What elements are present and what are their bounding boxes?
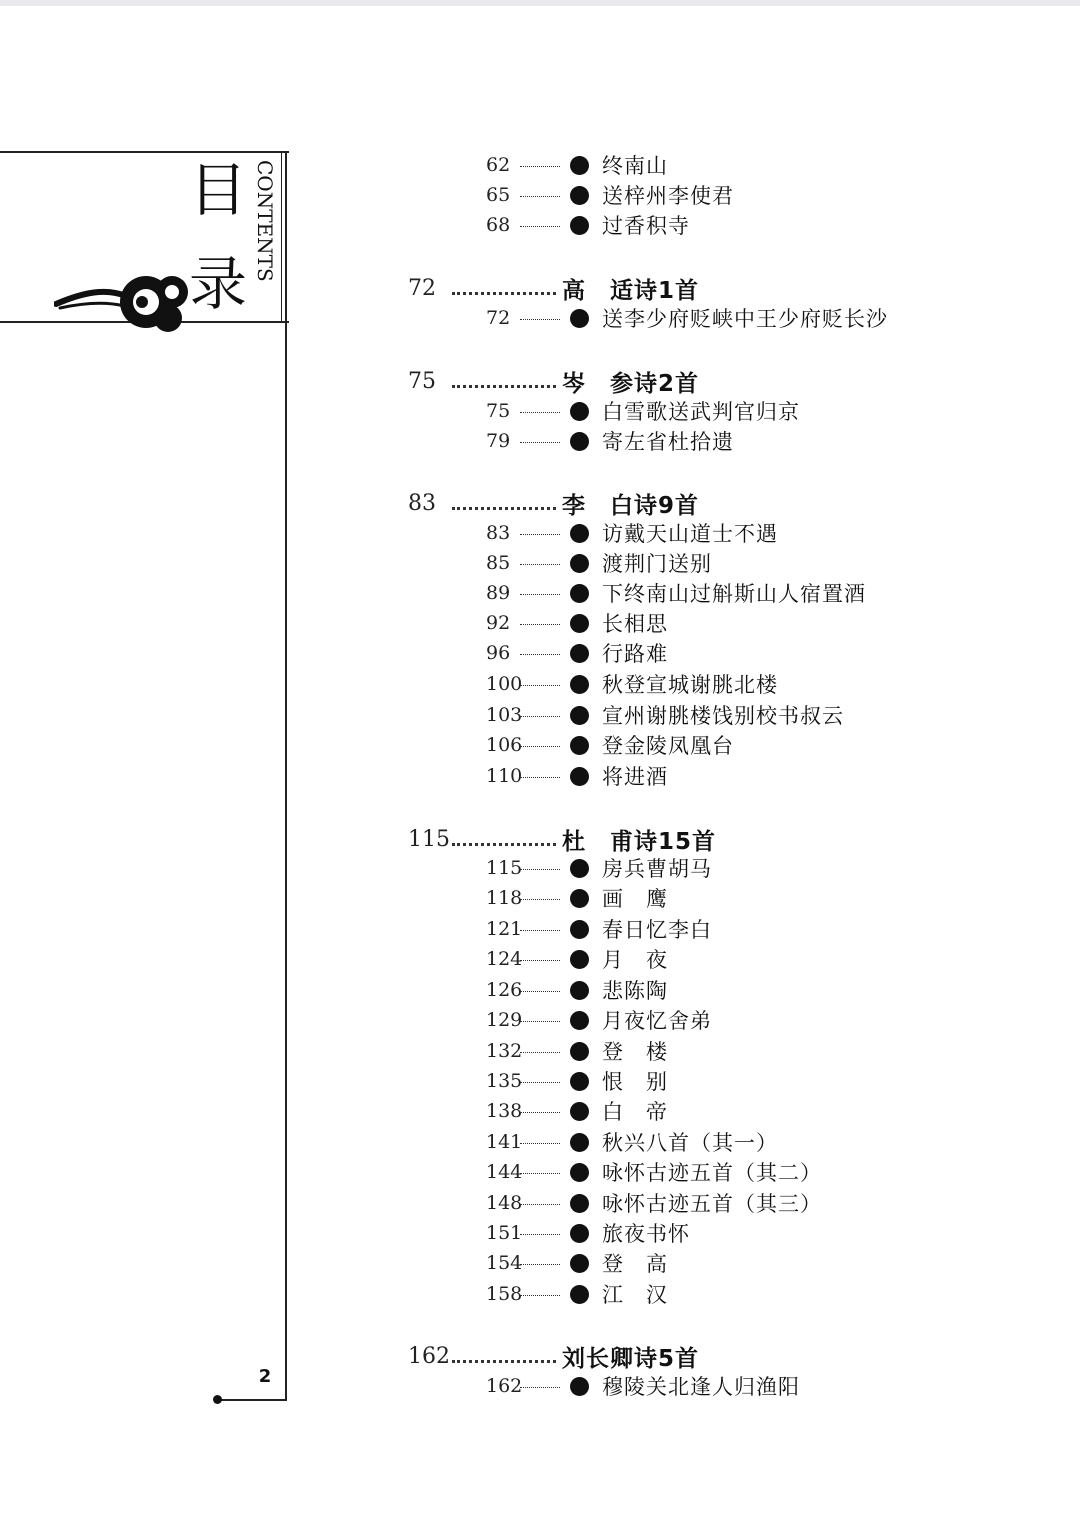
filled-circle-icon: [570, 889, 589, 908]
poem-title: 白 帝: [602, 1100, 668, 1124]
dot-leader: [520, 1264, 560, 1265]
poem-page-number: 144: [486, 1161, 523, 1183]
dot-leader: [520, 930, 560, 931]
poem-page-number: 103: [486, 704, 523, 726]
toc-poem-entry[interactable]: [486, 1188, 822, 1218]
dot-leader: [452, 385, 556, 388]
dot-leader: [520, 991, 560, 992]
dot-leader: [520, 1082, 560, 1083]
filled-circle-icon: [570, 950, 589, 969]
poem-page-number: 110: [486, 765, 523, 787]
section-page-number: 83: [408, 490, 436, 516]
toc-poem-entry[interactable]: [486, 180, 734, 210]
poem-title: 秋兴八首（其一）: [602, 1131, 778, 1155]
filled-circle-icon: [570, 706, 589, 725]
toc-poem-entry[interactable]: [486, 1096, 668, 1126]
poem-title: 下终南山过斛斯山人宿置酒: [602, 582, 866, 606]
dot-leader: [520, 1234, 560, 1235]
toc-poem-entry[interactable]: [486, 853, 712, 883]
filled-circle-icon: [570, 981, 589, 1000]
dot-leader: [520, 319, 560, 320]
top-edge-bar: [0, 0, 1080, 6]
toc-poem-entry[interactable]: [486, 1248, 668, 1278]
filled-circle-icon: [570, 675, 589, 694]
poem-title: 江 汉: [602, 1283, 668, 1307]
toc-poem-entry[interactable]: [486, 944, 668, 974]
dot-leader: [452, 1360, 556, 1363]
filled-circle-icon: [570, 1102, 589, 1121]
toc-poem-entry[interactable]: [486, 1157, 822, 1187]
section-title: 刘长卿诗5首: [562, 1345, 700, 1372]
toc-poem-entry[interactable]: [486, 761, 668, 791]
dot-leader: [520, 1052, 560, 1053]
poem-page-number: 158: [486, 1283, 523, 1305]
filled-circle-icon: [570, 402, 589, 421]
filled-circle-icon: [570, 156, 589, 175]
filled-circle-icon: [570, 554, 589, 573]
poem-page-number: 89: [486, 582, 511, 604]
section-title: 李 白诗9首: [562, 492, 700, 519]
poem-title: 月 夜: [602, 948, 668, 972]
poem-page-number: 79: [486, 430, 511, 452]
poem-page-number: 138: [486, 1100, 523, 1122]
toc-poem-entry[interactable]: [486, 730, 734, 760]
poem-page-number: 96: [486, 642, 511, 664]
filled-circle-icon: [570, 432, 589, 451]
toc-poem-entry[interactable]: [486, 396, 800, 426]
dot-leader: [520, 1021, 560, 1022]
poem-title: 春日忆李白: [602, 918, 712, 942]
poem-title: 访戴天山道士不遇: [602, 522, 778, 546]
dot-leader: [520, 1295, 560, 1296]
poem-title: 登 楼: [602, 1040, 668, 1064]
toc-section-entry[interactable]: [408, 488, 699, 518]
poem-page-number: 148: [486, 1192, 523, 1214]
toc-poem-entry[interactable]: [486, 426, 734, 456]
filled-circle-icon: [570, 1011, 589, 1030]
poem-title: 咏怀古迹五首（其三）: [602, 1192, 822, 1216]
poem-title: 画 鹰: [602, 887, 668, 911]
poem-page-number: 65: [486, 184, 511, 206]
dot-leader: [520, 1173, 560, 1174]
toc-poem-entry[interactable]: [486, 1279, 668, 1309]
toc-section-entry[interactable]: [408, 366, 699, 396]
poem-page-number: 92: [486, 612, 511, 634]
toc-poem-entry[interactable]: [486, 669, 778, 699]
dot-leader: [520, 960, 560, 961]
section-page-number: 115: [408, 826, 450, 852]
toc-poem-entry[interactable]: [486, 1036, 668, 1066]
dot-leader: [520, 1112, 560, 1113]
toc-poem-entry[interactable]: [486, 548, 712, 578]
section-title: 杜 甫诗15首: [562, 828, 717, 855]
poem-title: 旅夜书怀: [602, 1222, 690, 1246]
poem-title: 白雪歌送武判官归京: [602, 400, 800, 424]
poem-title: 悲陈陶: [602, 979, 668, 1003]
section-title: 高 适诗1首: [562, 277, 700, 304]
poem-page-number: 126: [486, 979, 523, 1001]
poem-page-number: 75: [486, 400, 511, 422]
poem-page-number: 62: [486, 154, 511, 176]
poem-title: 宣州谢朓楼饯别校书叔云: [602, 704, 844, 728]
frame-top-rule: [0, 151, 289, 153]
filled-circle-icon: [570, 1224, 589, 1243]
toc-poem-entry[interactable]: [486, 150, 668, 180]
poem-title: 穆陵关北逢人归渔阳: [602, 1375, 800, 1399]
dot-leader: [520, 685, 560, 686]
dot-leader: [520, 196, 560, 197]
dot-leader: [520, 1204, 560, 1205]
poem-title: 过香积寺: [602, 214, 690, 238]
poem-page-number: 100: [486, 673, 523, 695]
poem-title: 将进酒: [602, 765, 668, 789]
toc-poem-entry[interactable]: [486, 303, 888, 333]
toc-poem-entry[interactable]: [486, 1005, 712, 1035]
poem-title: 送李少府贬峡中王少府贬长沙: [602, 307, 888, 331]
poem-page-number: 162: [486, 1375, 523, 1397]
filled-circle-icon: [570, 644, 589, 663]
toc-poem-entry[interactable]: [486, 210, 690, 240]
poem-title: 房兵曹胡马: [602, 857, 712, 881]
dot-leader: [520, 442, 560, 443]
filled-circle-icon: [570, 309, 589, 328]
page-title-char-1: 目: [188, 156, 247, 224]
filled-circle-icon: [570, 920, 589, 939]
poem-title: 登金陵凤凰台: [602, 734, 734, 758]
poem-page-number: 121: [486, 918, 523, 940]
toc-section-entry[interactable]: [408, 273, 699, 303]
toc-poem-entry[interactable]: [486, 1066, 668, 1096]
dot-leader: [452, 292, 556, 295]
filled-circle-icon: [570, 186, 589, 205]
poem-title: 月夜忆舍弟: [602, 1009, 712, 1033]
filled-circle-icon: [570, 524, 589, 543]
dot-leader: [520, 777, 560, 778]
poem-page-number: 85: [486, 552, 511, 574]
toc-section-entry[interactable]: [408, 824, 716, 854]
poem-title: 登 高: [602, 1252, 668, 1276]
poem-page-number: 106: [486, 734, 523, 756]
poem-title: 恨 别: [602, 1070, 668, 1094]
cloud-scroll-icon: [54, 262, 190, 338]
frame-inner-rule: [281, 151, 282, 323]
dot-leader: [520, 716, 560, 717]
dot-leader: [520, 899, 560, 900]
filled-circle-icon: [570, 1194, 589, 1213]
frame-vertical-rule: [285, 151, 287, 1401]
poem-title: 送梓州李使君: [602, 184, 734, 208]
poem-page-number: 124: [486, 948, 523, 970]
section-page-number: 75: [408, 368, 436, 394]
page-title-char-2: 录: [188, 250, 247, 318]
page-title-english: CONTENTS: [253, 160, 277, 282]
poem-page-number: 154: [486, 1252, 523, 1274]
dot-leader: [452, 507, 556, 510]
dot-leader: [520, 624, 560, 625]
dot-leader: [520, 869, 560, 870]
dot-leader: [520, 166, 560, 167]
poem-page-number: 83: [486, 522, 511, 544]
filled-circle-icon: [570, 1042, 589, 1061]
page-number: 2: [258, 1366, 272, 1387]
toc-poem-entry[interactable]: [486, 518, 778, 548]
filled-circle-icon: [570, 767, 589, 786]
toc-poem-entry[interactable]: [486, 1371, 800, 1401]
dot-leader: [520, 1387, 560, 1388]
poem-title: 行路难: [602, 642, 668, 666]
toc-poem-entry[interactable]: [486, 1127, 778, 1157]
poem-title: 咏怀古迹五首（其二）: [602, 1161, 822, 1185]
dot-leader: [452, 843, 556, 846]
poem-page-number: 115: [486, 857, 523, 879]
frame-bottom-rule: [218, 1399, 287, 1401]
toc-section-entry[interactable]: [408, 1341, 699, 1371]
filled-circle-icon: [570, 614, 589, 633]
poem-page-number: 72: [486, 307, 511, 329]
toc-poem-entry[interactable]: [486, 700, 844, 730]
poem-title: 渡荆门送别: [602, 552, 712, 576]
filled-circle-icon: [570, 584, 589, 603]
poem-title: 秋登宣城谢朓北楼: [602, 673, 778, 697]
poem-page-number: 118: [486, 887, 523, 909]
dot-leader: [520, 412, 560, 413]
section-page-number: 162: [408, 1343, 450, 1369]
dot-leader: [520, 654, 560, 655]
poem-page-number: 129: [486, 1009, 523, 1031]
filled-circle-icon: [570, 1163, 589, 1182]
filled-circle-icon: [570, 1285, 589, 1304]
dot-leader: [520, 534, 560, 535]
toc-poem-entry[interactable]: [486, 638, 668, 668]
filled-circle-icon: [570, 1254, 589, 1273]
poem-title: 寄左省杜拾遗: [602, 430, 734, 454]
toc-poem-entry[interactable]: [486, 975, 668, 1005]
section-page-number: 72: [408, 275, 436, 301]
poem-page-number: 68: [486, 214, 511, 236]
dot-leader: [520, 594, 560, 595]
section-title: 岑 参诗2首: [562, 370, 700, 397]
poem-page-number: 135: [486, 1070, 523, 1092]
filled-circle-icon: [570, 1133, 589, 1152]
toc-poem-entry[interactable]: [486, 914, 712, 944]
filled-circle-icon: [570, 216, 589, 235]
dot-leader: [520, 1143, 560, 1144]
filled-circle-icon: [570, 736, 589, 755]
poem-page-number: 132: [486, 1040, 523, 1062]
toc-poem-entry[interactable]: [486, 608, 668, 638]
filled-circle-icon: [570, 859, 589, 878]
poem-page-number: 151: [486, 1222, 523, 1244]
toc-poem-entry[interactable]: [486, 578, 866, 608]
frame-end-dot: [213, 1395, 222, 1404]
dot-leader: [520, 564, 560, 565]
poem-title: 终南山: [602, 154, 668, 178]
filled-circle-icon: [570, 1377, 589, 1396]
toc-poem-entry[interactable]: [486, 1218, 690, 1248]
toc-poem-entry[interactable]: [486, 883, 668, 913]
dot-leader: [520, 746, 560, 747]
dot-leader: [520, 226, 560, 227]
filled-circle-icon: [570, 1072, 589, 1091]
poem-title: 长相思: [602, 612, 668, 636]
poem-page-number: 141: [486, 1131, 523, 1153]
